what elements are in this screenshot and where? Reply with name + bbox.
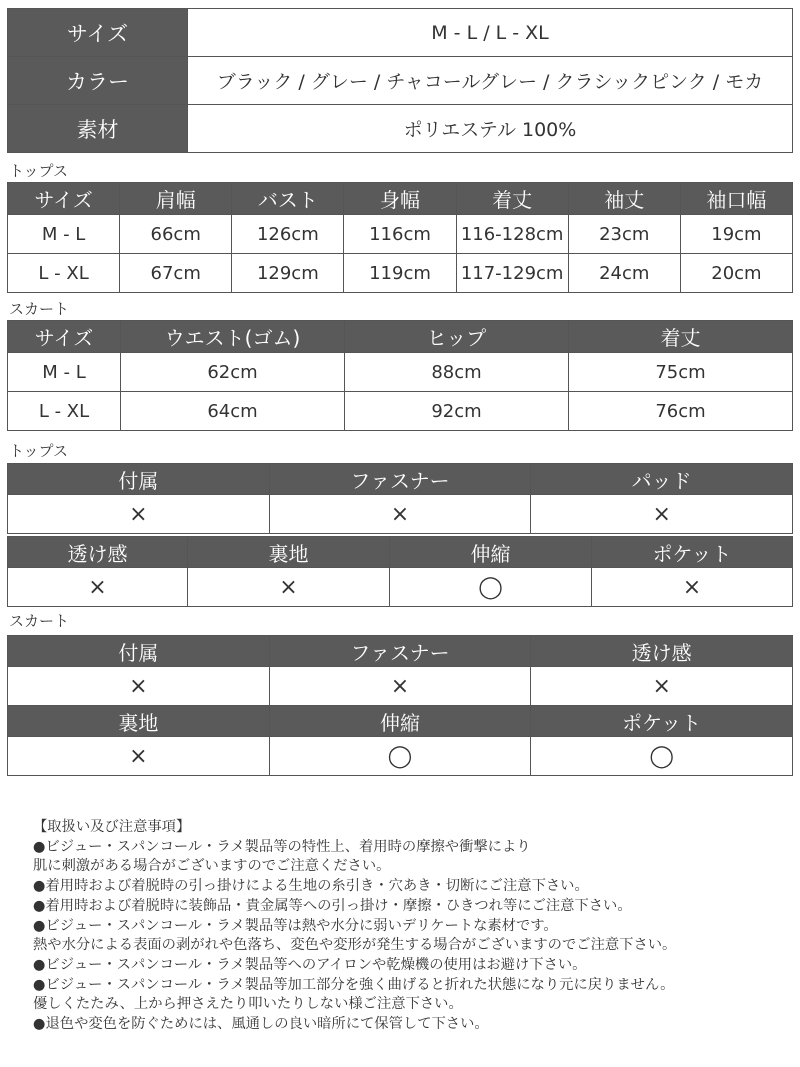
table-cell: 24cm [568,254,680,293]
section-label-tops-features: トップス [9,442,68,460]
table-cell: × [592,568,793,607]
tops-features-table-1 [7,463,793,534]
column-header: 裏地 [8,706,270,737]
table-cell: ◯ [269,737,531,776]
column-header: 付属 [8,464,270,495]
table-cell: 88cm [345,353,569,392]
spec-key: サイズ [8,9,188,57]
table-cell: 116cm [344,215,456,254]
table-header-row [8,636,793,667]
table-cell: 117-129cm [456,254,568,293]
column-header: 裏地 [188,537,390,568]
note-line: ●ビジュー・スパンコール・ラメ製品等加工部分を強く曲げると折れた状態になり元に戻りません。 [33,976,675,993]
column-header: ヒップ [345,321,569,353]
column-header: 身幅 [344,183,456,215]
column-header: 袖口幅 [680,183,792,215]
table-cell: × [531,667,793,706]
table-cell: 19cm [680,215,792,254]
column-header: 透け感 [8,537,188,568]
column-header: バスト [232,183,344,215]
table-row [8,353,793,392]
spec-row-color [8,57,793,105]
table-cell: × [8,667,270,706]
column-header: 伸縮 [390,537,592,568]
table-row [8,215,793,254]
column-header: サイズ [8,183,120,215]
section-label-tops: トップス [9,162,68,180]
table-cell: × [269,495,531,534]
table-cell: ◯ [390,568,592,607]
spec-key: 素材 [8,105,188,153]
table-cell: × [8,495,270,534]
table-cell: L - XL [8,392,121,431]
table-row [8,737,793,776]
table-cell: M - L [8,353,121,392]
note-line: 優しくたたみ、上から押さえたり叩いたりしない様ご注意下さい。 [33,996,463,1013]
table-header-row [8,464,793,495]
table-cell: ◯ [531,737,793,776]
table-cell: × [188,568,390,607]
table-cell: 62cm [121,353,345,392]
column-header: ポケット [592,537,793,568]
note-line: ●退色や変色を防ぐためには、風通しの良い暗所にて保管して下さい。 [33,1016,489,1033]
table-row [8,495,793,534]
table-cell: 92cm [345,392,569,431]
column-header: 着丈 [456,183,568,215]
table-cell: 23cm [568,215,680,254]
column-header: 袖丈 [568,183,680,215]
column-header: 着丈 [569,321,793,353]
note-line: ●ビジュー・スパンコール・ラメ製品等の特性上、着用時の摩擦や衝撃により [33,838,531,855]
spec-value: M - L / L - XL [188,9,793,57]
table-cell: × [8,737,270,776]
spec-value: ポリエステル 100% [188,105,793,153]
table-cell: × [269,667,531,706]
column-header: ウエスト(ゴム) [121,321,345,353]
spec-key: カラー [8,57,188,105]
section-label-skirt-features: スカート [9,612,70,630]
table-cell: L - XL [8,254,120,293]
table-cell: × [8,568,188,607]
column-header: 肩幅 [120,183,232,215]
note-line: 肌に刺激がある場合がございますのでご注意ください。 [33,858,391,875]
table-row [8,568,793,607]
column-header: 透け感 [531,636,793,667]
table-cell: 20cm [680,254,792,293]
care-notes [33,818,676,1035]
skirt-size-table [7,320,793,431]
table-cell: 67cm [120,254,232,293]
column-header: ポケット [531,706,793,737]
spec-value: ブラック / グレー / チャコールグレー / クラシックピンク / モカ [188,57,793,105]
note-line: ●ビジュー・スパンコール・ラメ製品等は熱や水分に弱いデリケートな素材です。 [33,917,558,934]
notes-heading: 【取扱い及び注意事項】 [33,819,191,835]
column-header: 伸縮 [269,706,531,737]
table-cell: 75cm [569,353,793,392]
table-header-row [8,537,793,568]
spec-row-size [8,9,793,57]
table-cell: 129cm [232,254,344,293]
table-cell: 116-128cm [456,215,568,254]
column-header: パッド [531,464,793,495]
note-line: ●ビジュー・スパンコール・ラメ製品等へのアイロンや乾燥機の使用はお避け下さい。 [33,956,587,973]
note-line: 熱や水分による表面の剥がれや色落ち、変色や変形が発生する場合がございますのでご注意下さい。 [33,937,677,954]
note-line: ●着用時および着脱時に装飾品・貴金属等への引っ掛け・摩擦・ひきつれ等にご注意下さい。 [33,897,632,914]
table-cell: 119cm [344,254,456,293]
table-header-row [8,706,793,737]
table-cell: 64cm [121,392,345,431]
note-line: ●着用時および着脱時の引っ掛けによる生地の糸引き・穴あき・切断にご注意下さい。 [33,878,589,895]
section-label-skirt: スカート [9,300,70,318]
tops-size-table [7,182,793,293]
table-cell: 76cm [569,392,793,431]
column-header: 付属 [8,636,270,667]
column-header: サイズ [8,321,121,353]
table-header-row [8,321,793,353]
table-cell: 126cm [232,215,344,254]
skirt-features-table [7,635,793,776]
column-header: ファスナー [269,636,531,667]
table-header-row [8,183,793,215]
spec-table [7,8,793,153]
column-header: ファスナー [269,464,531,495]
table-cell: 66cm [120,215,232,254]
table-row [8,254,793,293]
tops-features-table-2 [7,536,793,607]
spec-row-material [8,105,793,153]
table-row [8,392,793,431]
table-cell: × [531,495,793,534]
table-row [8,667,793,706]
table-cell: M - L [8,215,120,254]
